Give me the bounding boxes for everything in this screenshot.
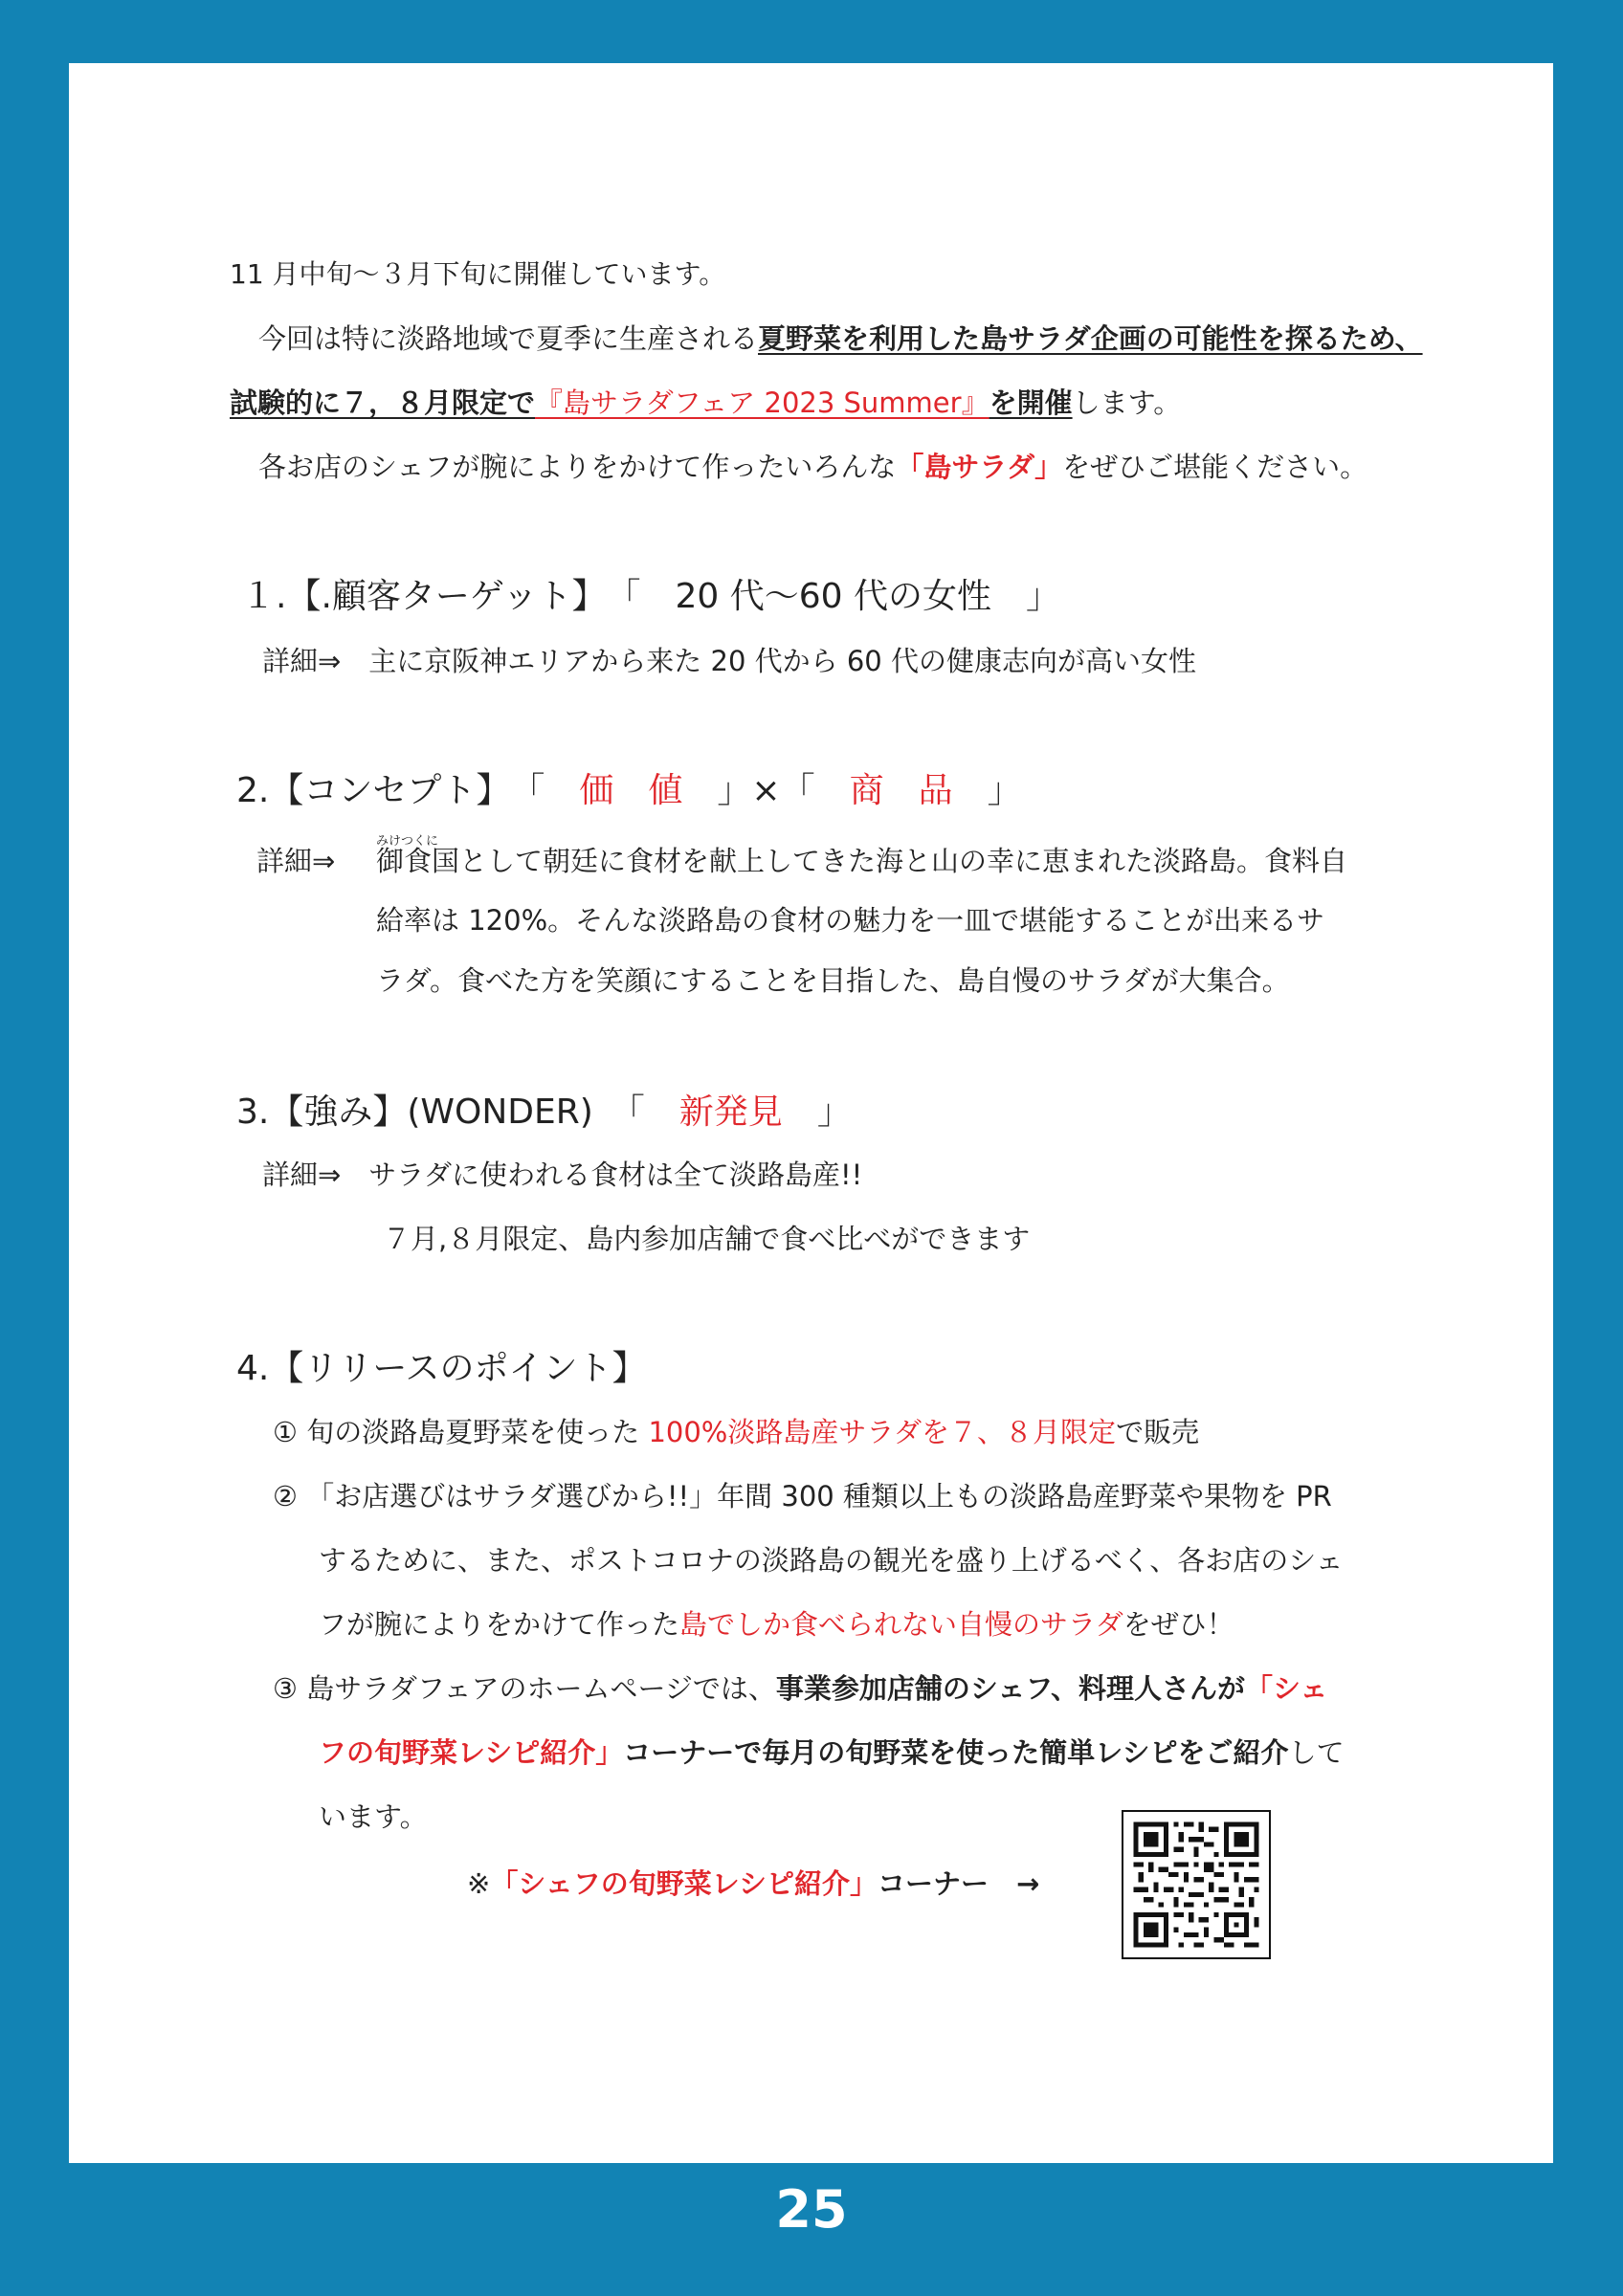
section-2-heading: 2.【コンセプト】 「 価 値 」×「 商 品 」 [236, 771, 1022, 810]
ruby-mikketsukuni: みけつくに [376, 834, 439, 849]
intro-line-2: 今回は特に淡路地域で夏季に生産される夏野菜を利用した島サラダ企画の可能性を探るため、 [258, 322, 1423, 355]
section-3-detail-line-2: ７月,８月限定、島内参加店舗で食べ比べができます [383, 1223, 1031, 1255]
recipe-corner-note: ※「シェフの旬野菜レシピ紹介」コーナー → [467, 1867, 1040, 1900]
page-number: 25 [775, 2179, 848, 2240]
section-2-detail-line-1: 御食国として朝廷に食材を献上してきた海と山の幸に恵まれた淡路島。食料自 [376, 845, 1348, 877]
point-1: ① 旬の淡路島夏野菜を使った 100%淡路島産サラダを７、８月限定で販売 [273, 1416, 1200, 1448]
section-2-detail-line-3: ラダ。食べた方を笑顔にすることを目指した、島自慢のサラダが大集合。 [376, 964, 1290, 997]
section-2-detail-line-2: 給率は 120%。そんな淡路島の食材の魅力を一皿で堪能することが出来るサ [376, 904, 1325, 937]
intro-line-4: 各お店のシェフが腕によりをかけて作ったいろんな「島サラダ」をぜひご堪能ください。 [258, 451, 1368, 483]
qr-code[interactable] [1122, 1810, 1271, 1959]
point-3-line-2: フの旬野菜レシピ紹介」コーナーで毎月の旬野菜を使った簡単レシピをご紹介して [319, 1736, 1345, 1769]
intro-line-1: 11 月中旬～３月下旬に開催しています。 [230, 258, 726, 290]
section-2-detail-label: 詳細⇒ [256, 845, 336, 877]
point-3-line-1: ③ 島サラダフェアのホームページでは、事業参加店舗のシェフ、料理人さんが「シェ [273, 1672, 1328, 1705]
point-2-line-3: フが腕によりをかけて作った島でしか食べられない自慢のサラダをぜひ！ [319, 1608, 1234, 1641]
section-1-detail: 詳細⇒ 主に京阪神エリアから来た 20 代から 60 代の健康志向が高い女性 [262, 645, 1196, 677]
section-3-detail-line-1: 詳細⇒ サラダに使われる食材は全て淡路島産!! [262, 1159, 863, 1191]
qr-code-pattern [1123, 1812, 1269, 1957]
intro-line-3: 試験的に７，８月限定で『島サラダフェア 2023 Summer』を開催します。 [230, 386, 1182, 419]
section-1-heading: １.【.顧客ターゲット】 「 20 代～60 代の女性 」 [241, 577, 1060, 616]
point-2-line-2: するために、また、ポストコロナの淡路島の観光を盛り上げるべく、各お店のシェ [319, 1544, 1344, 1577]
section-3-heading: 3.【強み】(WONDER) 「 新発見 」 [236, 1093, 852, 1132]
point-3-line-3: います。 [319, 1800, 428, 1833]
point-2-line-1: ② 「お店選びはサラダ選びから!!」年間 300 種類以上もの淡路島産野菜や果物を PR [273, 1480, 1332, 1512]
section-4-heading: 4.【リリースのポイント】 [236, 1349, 647, 1388]
